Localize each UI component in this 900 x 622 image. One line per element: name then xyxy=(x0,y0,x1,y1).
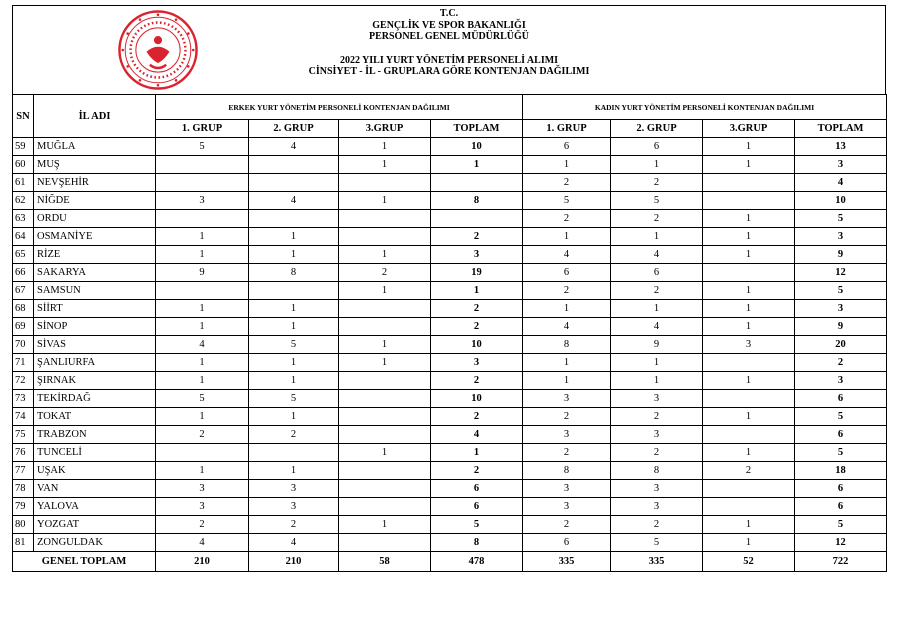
sn-cell: 60 xyxy=(13,156,34,174)
kadin-total-cell: 6 xyxy=(795,390,887,408)
kadin-total-cell: 5 xyxy=(795,516,887,534)
kadin-g3-cell: 1 xyxy=(703,282,795,300)
erkek-g3-cell: 1 xyxy=(339,354,431,372)
province-name: RİZE xyxy=(34,246,156,264)
table-row xyxy=(13,426,887,444)
erkek-total-cell: 2 xyxy=(431,228,523,246)
sn-cell: 74 xyxy=(13,408,34,426)
erkek-g2-cell: 3 xyxy=(249,480,339,498)
kadin-g3-cell xyxy=(703,192,795,210)
kadin-g2-cell: 9 xyxy=(611,336,703,354)
total-cell: 335 xyxy=(523,552,611,572)
column-group-kadin: KADIN YURT YÖNETİM PERSONELİ KONTENJAN DAĞILIMI xyxy=(523,95,887,120)
table-row xyxy=(13,372,887,390)
total-cell: 210 xyxy=(156,552,249,572)
kadin-total-cell: 3 xyxy=(795,156,887,174)
erkek-g1-cell: 2 xyxy=(156,426,249,444)
table-row xyxy=(13,282,887,300)
sn-cell: 67 xyxy=(13,282,34,300)
document-header xyxy=(12,5,886,94)
province-name: ORDU xyxy=(34,210,156,228)
total-cell: 210 xyxy=(249,552,339,572)
kadin-g3-cell: 1 xyxy=(703,156,795,174)
erkek-g1-cell: 1 xyxy=(156,246,249,264)
total-cell: 52 xyxy=(703,552,795,572)
erkek-g2-cell: 1 xyxy=(249,408,339,426)
column-group-erkek: ERKEK YURT YÖNETİM PERSONELİ KONTENJAN DAĞILIMI xyxy=(156,95,523,120)
province-name: UŞAK xyxy=(34,462,156,480)
sn-cell: 79 xyxy=(13,498,34,516)
kadin-g1-cell: 4 xyxy=(523,318,611,336)
sn-cell: 72 xyxy=(13,372,34,390)
erkek-g2-cell: 4 xyxy=(249,192,339,210)
erkek-g3-cell xyxy=(339,372,431,390)
province-name: TRABZON xyxy=(34,426,156,444)
table-row xyxy=(13,210,887,228)
kadin-total-cell: 3 xyxy=(795,300,887,318)
kadin-g1-cell: 1 xyxy=(523,228,611,246)
province-name: OSMANİYE xyxy=(34,228,156,246)
kadin-total-cell: 6 xyxy=(795,480,887,498)
header-line-3: PERSONEL GENEL MÜDÜRLÜĞÜ xyxy=(368,31,530,42)
erkek-total-cell: 8 xyxy=(431,534,523,552)
erkek-total-cell: 1 xyxy=(431,282,523,300)
erkek-total-cell: 2 xyxy=(431,318,523,336)
column-header-il: İL ADI xyxy=(34,95,156,138)
kadin-g2-cell: 4 xyxy=(611,318,703,336)
sn-cell: 64 xyxy=(13,228,34,246)
erkek-g2-cell xyxy=(249,210,339,228)
erkek-g3-cell: 2 xyxy=(339,264,431,282)
erkek-g3-cell: 1 xyxy=(339,336,431,354)
kadin-g1-cell: 8 xyxy=(523,462,611,480)
erkek-g1-cell: 3 xyxy=(156,192,249,210)
kadin-g2-cell: 1 xyxy=(611,228,703,246)
erkek-g1-cell: 5 xyxy=(156,138,249,156)
kadin-g1-cell: 6 xyxy=(523,534,611,552)
erkek-total-cell: 1 xyxy=(431,156,523,174)
erkek-total-cell xyxy=(431,174,523,192)
table-row xyxy=(13,156,887,174)
kadin-g3-cell: 1 xyxy=(703,246,795,264)
kadin-g3-cell xyxy=(703,498,795,516)
erkek-g1-cell: 2 xyxy=(156,516,249,534)
kadin-g2-cell: 5 xyxy=(611,534,703,552)
kadin-total-cell: 6 xyxy=(795,426,887,444)
kadin-total-cell: 5 xyxy=(795,282,887,300)
province-name: VAN xyxy=(34,480,156,498)
erkek-total-cell: 4 xyxy=(431,426,523,444)
kadin-g2-cell: 2 xyxy=(611,408,703,426)
table-row xyxy=(13,246,887,264)
erkek-total-cell: 5 xyxy=(431,516,523,534)
erkek-g2-cell: 8 xyxy=(249,264,339,282)
kadin-g2-cell: 6 xyxy=(611,138,703,156)
province-name: SAKARYA xyxy=(34,264,156,282)
province-name: ŞIRNAK xyxy=(34,372,156,390)
total-cell: 335 xyxy=(611,552,703,572)
erkek-g2-cell: 4 xyxy=(249,534,339,552)
kadin-g1-cell: 3 xyxy=(523,498,611,516)
erkek-g2-cell: 1 xyxy=(249,246,339,264)
table-row xyxy=(13,192,887,210)
erkek-g2-cell: 1 xyxy=(249,372,339,390)
erkek-g3-cell: 1 xyxy=(339,516,431,534)
erkek-g1-cell: 1 xyxy=(156,372,249,390)
kadin-g3-cell: 1 xyxy=(703,444,795,462)
erkek-total-cell: 2 xyxy=(431,300,523,318)
sn-cell: 73 xyxy=(13,390,34,408)
erkek-g1-cell xyxy=(156,210,249,228)
grand-total-row xyxy=(13,552,887,572)
kadin-g2-cell: 8 xyxy=(611,462,703,480)
erkek-g3-cell: 1 xyxy=(339,246,431,264)
kadin-g3-cell: 1 xyxy=(703,318,795,336)
erkek-total-cell xyxy=(431,210,523,228)
kadin-g2-cell: 2 xyxy=(611,174,703,192)
erkek-g1-cell: 1 xyxy=(156,354,249,372)
table-row xyxy=(13,534,887,552)
kadin-g2-cell: 2 xyxy=(611,444,703,462)
kadin-total-cell: 9 xyxy=(795,318,887,336)
sn-cell: 65 xyxy=(13,246,34,264)
table-row xyxy=(13,516,887,534)
erkek-g1-cell xyxy=(156,156,249,174)
sn-cell: 76 xyxy=(13,444,34,462)
table-row xyxy=(13,174,887,192)
erkek-g2-cell: 2 xyxy=(249,516,339,534)
kadin-g3-cell: 1 xyxy=(703,516,795,534)
kadin-total-cell: 12 xyxy=(795,534,887,552)
erkek-g2-cell: 1 xyxy=(249,462,339,480)
total-cell: 58 xyxy=(339,552,431,572)
erkek-g1-cell xyxy=(156,174,249,192)
erkek-total-cell: 2 xyxy=(431,462,523,480)
erkek-total-cell: 19 xyxy=(431,264,523,282)
kadin-g3-cell xyxy=(703,390,795,408)
table-row xyxy=(13,480,887,498)
kadin-g3-cell xyxy=(703,480,795,498)
erkek-g2-cell: 1 xyxy=(249,300,339,318)
kadin-g1-cell: 8 xyxy=(523,336,611,354)
kadin-g3-cell xyxy=(703,354,795,372)
erkek-g2-cell xyxy=(249,156,339,174)
column-header-erkek-g3: 3.GRUP xyxy=(339,120,431,138)
erkek-total-cell: 1 xyxy=(431,444,523,462)
erkek-total-cell: 3 xyxy=(431,246,523,264)
kadin-total-cell: 9 xyxy=(795,246,887,264)
kadin-g2-cell: 3 xyxy=(611,426,703,444)
sn-cell: 62 xyxy=(13,192,34,210)
erkek-g1-cell: 1 xyxy=(156,318,249,336)
erkek-g1-cell: 3 xyxy=(156,480,249,498)
kadin-g3-cell xyxy=(703,426,795,444)
sn-cell: 78 xyxy=(13,480,34,498)
sn-cell: 81 xyxy=(13,534,34,552)
kadin-g2-cell: 3 xyxy=(611,480,703,498)
province-name: SİİRT xyxy=(34,300,156,318)
kadin-g1-cell: 1 xyxy=(523,300,611,318)
table-body xyxy=(13,138,887,552)
erkek-total-cell: 6 xyxy=(431,480,523,498)
kadin-g2-cell: 4 xyxy=(611,246,703,264)
erkek-g3-cell xyxy=(339,462,431,480)
kadin-g2-cell: 1 xyxy=(611,372,703,390)
table-row xyxy=(13,498,887,516)
kadin-g3-cell: 2 xyxy=(703,462,795,480)
kadin-g1-cell: 1 xyxy=(523,372,611,390)
sn-cell: 63 xyxy=(13,210,34,228)
sn-cell: 77 xyxy=(13,462,34,480)
erkek-g3-cell: 1 xyxy=(339,138,431,156)
kadin-g1-cell: 1 xyxy=(523,354,611,372)
province-name: SİNOP xyxy=(34,318,156,336)
erkek-g1-cell xyxy=(156,444,249,462)
kadin-g3-cell: 3 xyxy=(703,336,795,354)
sn-cell: 69 xyxy=(13,318,34,336)
table-row xyxy=(13,228,887,246)
kadin-g2-cell: 1 xyxy=(611,354,703,372)
erkek-g1-cell xyxy=(156,282,249,300)
erkek-g3-cell xyxy=(339,408,431,426)
kadin-g1-cell: 2 xyxy=(523,516,611,534)
province-name: MUĞLA xyxy=(34,138,156,156)
erkek-g3-cell: 1 xyxy=(339,444,431,462)
erkek-g1-cell: 4 xyxy=(156,336,249,354)
kadin-total-cell: 5 xyxy=(795,210,887,228)
table-row xyxy=(13,300,887,318)
erkek-g3-cell xyxy=(339,426,431,444)
sn-cell: 61 xyxy=(13,174,34,192)
kadin-total-cell: 3 xyxy=(795,228,887,246)
quota-table xyxy=(12,94,887,572)
kadin-total-cell: 18 xyxy=(795,462,887,480)
sn-cell: 59 xyxy=(13,138,34,156)
column-header-kadin-toplam: TOPLAM xyxy=(795,120,887,138)
kadin-g2-cell: 5 xyxy=(611,192,703,210)
erkek-g3-cell xyxy=(339,534,431,552)
erkek-total-cell: 6 xyxy=(431,498,523,516)
kadin-total-cell: 13 xyxy=(795,138,887,156)
erkek-total-cell: 10 xyxy=(431,336,523,354)
kadin-total-cell: 12 xyxy=(795,264,887,282)
kadin-g1-cell: 6 xyxy=(523,138,611,156)
kadin-total-cell: 4 xyxy=(795,174,887,192)
province-name: MUŞ xyxy=(34,156,156,174)
kadin-total-cell: 3 xyxy=(795,372,887,390)
kadin-total-cell: 2 xyxy=(795,354,887,372)
erkek-g2-cell: 1 xyxy=(249,228,339,246)
erkek-total-cell: 8 xyxy=(431,192,523,210)
kadin-g2-cell: 3 xyxy=(611,390,703,408)
erkek-total-cell: 10 xyxy=(431,138,523,156)
province-name: TEKİRDAĞ xyxy=(34,390,156,408)
column-header-kadin-g2: 2. GRUP xyxy=(611,120,703,138)
table-row xyxy=(13,318,887,336)
erkek-g2-cell: 3 xyxy=(249,498,339,516)
kadin-g3-cell xyxy=(703,174,795,192)
kadin-g3-cell: 1 xyxy=(703,534,795,552)
kadin-g2-cell: 3 xyxy=(611,498,703,516)
kadin-g3-cell: 1 xyxy=(703,228,795,246)
kadin-g3-cell: 1 xyxy=(703,300,795,318)
kadin-g1-cell: 2 xyxy=(523,444,611,462)
kadin-g3-cell: 1 xyxy=(703,210,795,228)
erkek-g3-cell: 1 xyxy=(339,282,431,300)
erkek-g1-cell: 5 xyxy=(156,390,249,408)
erkek-total-cell: 2 xyxy=(431,408,523,426)
erkek-g3-cell: 1 xyxy=(339,156,431,174)
header-line-1: T.C. xyxy=(439,8,459,19)
kadin-g1-cell: 3 xyxy=(523,480,611,498)
erkek-g2-cell: 1 xyxy=(249,354,339,372)
column-header-kadin-g1: 1. GRUP xyxy=(523,120,611,138)
table-row xyxy=(13,264,887,282)
erkek-g3-cell xyxy=(339,228,431,246)
sn-cell: 70 xyxy=(13,336,34,354)
erkek-total-cell: 2 xyxy=(431,372,523,390)
table-row xyxy=(13,354,887,372)
kadin-g1-cell: 4 xyxy=(523,246,611,264)
erkek-total-cell: 3 xyxy=(431,354,523,372)
kadin-g2-cell: 1 xyxy=(611,300,703,318)
erkek-g2-cell: 1 xyxy=(249,318,339,336)
erkek-g2-cell: 4 xyxy=(249,138,339,156)
province-name: TOKAT xyxy=(34,408,156,426)
erkek-g1-cell: 1 xyxy=(156,228,249,246)
kadin-g3-cell xyxy=(703,264,795,282)
erkek-g2-cell: 5 xyxy=(249,336,339,354)
kadin-g1-cell: 3 xyxy=(523,426,611,444)
column-header-erkek-toplam: TOPLAM xyxy=(431,120,523,138)
province-name: SİVAS xyxy=(34,336,156,354)
erkek-g2-cell: 5 xyxy=(249,390,339,408)
kadin-g1-cell: 2 xyxy=(523,408,611,426)
kadin-total-cell: 5 xyxy=(795,444,887,462)
erkek-g1-cell: 3 xyxy=(156,498,249,516)
column-header-erkek-g2: 2. GRUP xyxy=(249,120,339,138)
province-name: ZONGULDAK xyxy=(34,534,156,552)
total-cell: 478 xyxy=(431,552,523,572)
column-header-sn: SN xyxy=(13,95,34,138)
header-line-4: 2022 YILI YURT YÖNETİM PERSONELİ ALIMI xyxy=(339,54,559,66)
erkek-g3-cell xyxy=(339,390,431,408)
column-header-kadin-g3: 3.GRUP xyxy=(703,120,795,138)
sn-cell: 75 xyxy=(13,426,34,444)
table-row xyxy=(13,336,887,354)
kadin-g1-cell: 6 xyxy=(523,264,611,282)
erkek-g1-cell: 9 xyxy=(156,264,249,282)
kadin-g2-cell: 2 xyxy=(611,210,703,228)
header-line-5: CİNSİYET - İL - GRUPLARA GÖRE KONTENJAN DAĞILIMI xyxy=(308,66,590,77)
sn-cell: 71 xyxy=(13,354,34,372)
kadin-total-cell: 10 xyxy=(795,192,887,210)
province-name: TUNCELİ xyxy=(34,444,156,462)
erkek-g1-cell: 1 xyxy=(156,408,249,426)
grand-total-label: GENEL TOPLAM xyxy=(13,552,156,572)
province-name: SAMSUN xyxy=(34,282,156,300)
kadin-g1-cell: 1 xyxy=(523,156,611,174)
province-name: YALOVA xyxy=(34,498,156,516)
kadin-g2-cell: 2 xyxy=(611,516,703,534)
table-row xyxy=(13,138,887,156)
table-row xyxy=(13,444,887,462)
erkek-g3-cell xyxy=(339,300,431,318)
kadin-g3-cell: 1 xyxy=(703,372,795,390)
province-name: YOZGAT xyxy=(34,516,156,534)
kadin-g1-cell: 2 xyxy=(523,174,611,192)
sn-cell: 68 xyxy=(13,300,34,318)
erkek-g1-cell: 1 xyxy=(156,300,249,318)
kadin-g3-cell: 1 xyxy=(703,408,795,426)
erkek-g3-cell xyxy=(339,174,431,192)
total-cell: 722 xyxy=(795,552,887,572)
table-row xyxy=(13,462,887,480)
document-title-block xyxy=(13,8,885,78)
province-name: ŞANLIURFA xyxy=(34,354,156,372)
erkek-g3-cell xyxy=(339,480,431,498)
header-line-2: GENÇLİK VE SPOR BAKANLIĞI xyxy=(372,19,526,31)
kadin-g2-cell: 1 xyxy=(611,156,703,174)
erkek-g2-cell xyxy=(249,174,339,192)
erkek-g3-cell xyxy=(339,210,431,228)
province-name: NİĞDE xyxy=(34,192,156,210)
erkek-total-cell: 10 xyxy=(431,390,523,408)
erkek-g2-cell xyxy=(249,282,339,300)
erkek-g2-cell: 2 xyxy=(249,426,339,444)
kadin-g1-cell: 2 xyxy=(523,282,611,300)
column-header-erkek-g1: 1. GRUP xyxy=(156,120,249,138)
kadin-g1-cell: 2 xyxy=(523,210,611,228)
erkek-g2-cell xyxy=(249,444,339,462)
erkek-g3-cell: 1 xyxy=(339,192,431,210)
kadin-g1-cell: 5 xyxy=(523,192,611,210)
kadin-g1-cell: 3 xyxy=(523,390,611,408)
erkek-g1-cell: 4 xyxy=(156,534,249,552)
table-row xyxy=(13,390,887,408)
kadin-g3-cell: 1 xyxy=(703,138,795,156)
sn-cell: 80 xyxy=(13,516,34,534)
kadin-total-cell: 6 xyxy=(795,498,887,516)
erkek-g3-cell xyxy=(339,318,431,336)
kadin-total-cell: 20 xyxy=(795,336,887,354)
sn-cell: 66 xyxy=(13,264,34,282)
table-row xyxy=(13,408,887,426)
kadin-g2-cell: 6 xyxy=(611,264,703,282)
kadin-g2-cell: 2 xyxy=(611,282,703,300)
document-page xyxy=(12,5,886,572)
erkek-g1-cell: 1 xyxy=(156,462,249,480)
erkek-g3-cell xyxy=(339,498,431,516)
province-name: NEVŞEHİR xyxy=(34,174,156,192)
kadin-total-cell: 5 xyxy=(795,408,887,426)
